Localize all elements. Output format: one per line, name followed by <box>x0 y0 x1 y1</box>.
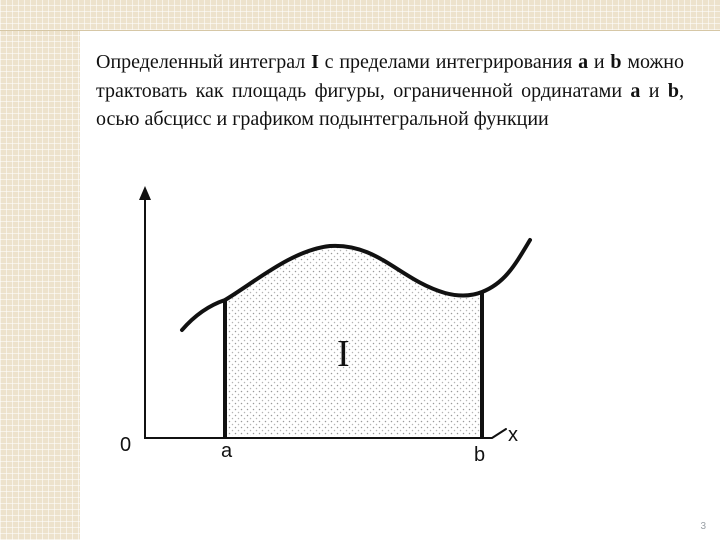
text-part5: и <box>640 79 668 102</box>
text-part4: можно трактовать как площадь фигуры, ограниченной ординатами <box>96 51 685 102</box>
ordinate-a: a <box>630 79 641 102</box>
text-part6: , осью абсцисс и графиком подынтегральной функции <box>96 79 684 130</box>
x-axis-arrow <box>492 429 506 438</box>
lower-limit: a <box>578 51 589 73</box>
text-part3: и <box>588 51 611 73</box>
ordinate-b: b <box>667 79 679 102</box>
area-label: I <box>337 333 350 375</box>
y-axis-arrow <box>139 186 151 200</box>
origin-label: 0 <box>120 434 132 456</box>
integral-symbol: I <box>311 51 319 73</box>
x-axis-label: x <box>508 424 518 446</box>
page-number: 3 <box>700 521 706 532</box>
a-label: a <box>221 440 233 462</box>
text-part2: с пределами интегрирования <box>318 51 579 73</box>
b-label: b <box>474 444 486 466</box>
upper-limit: b <box>610 51 622 73</box>
text-part1: Определенный интеграл <box>96 51 312 73</box>
